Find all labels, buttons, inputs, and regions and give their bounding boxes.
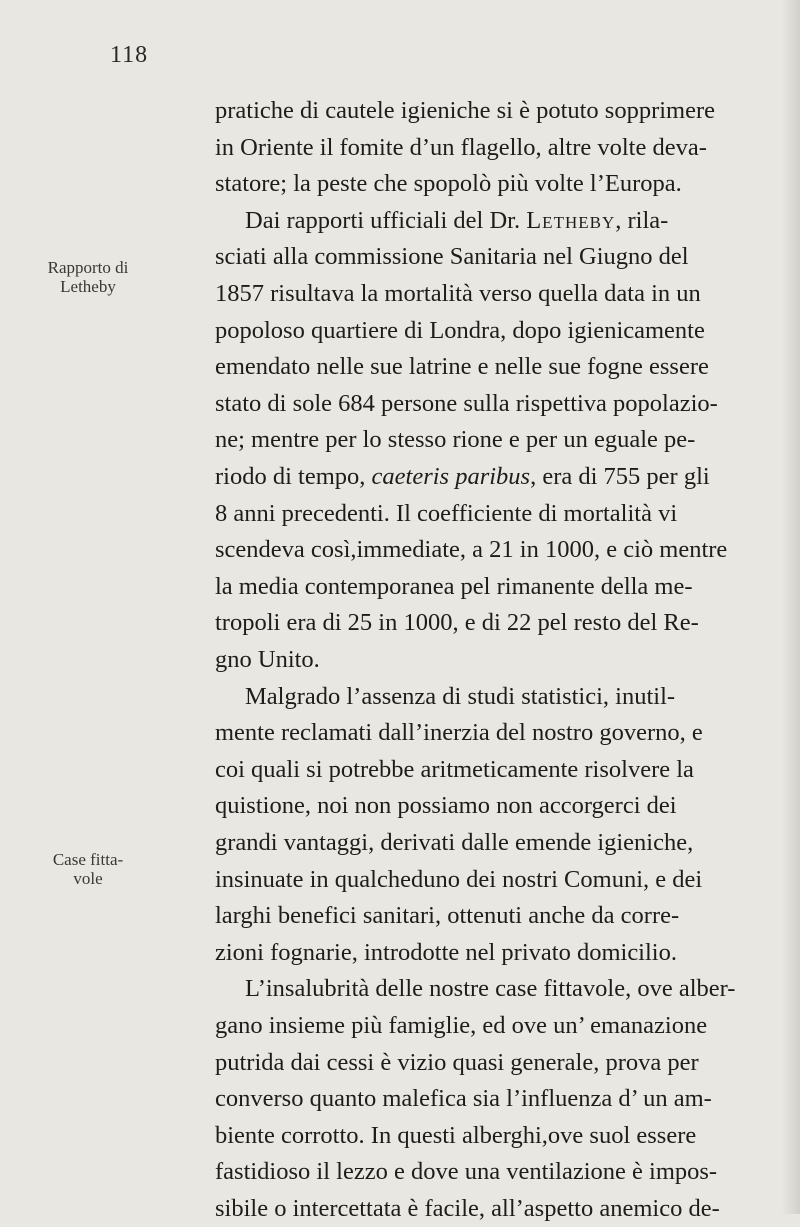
text-line: gano insieme più famiglie, ed ove un’ emanazione <box>215 1012 708 1039</box>
text-line: Dai rapporti ufficiali del Dr. Letheby, rila- <box>245 206 669 234</box>
text-line: grandi vantaggi, derivati dalle emende igieniche, <box>215 829 694 856</box>
text-line: gno Unito. <box>215 646 320 673</box>
text-line: 1857 risultava la mortalità verso quella data in un <box>215 280 701 307</box>
margin-note <box>26 258 150 296</box>
text-line: in Oriente il fomite d’un flagello, altre volte deva- <box>215 133 707 161</box>
text-line: coi quali si potrebbe aritmeticamente risolvere la <box>215 755 694 783</box>
text-line: scendeva così,immediate, a 21 in 1000, e ciò mentre <box>215 536 728 564</box>
text-line: sibile o intercettata è facile, all’aspetto anemico de- <box>215 1195 720 1222</box>
text-line: popoloso quartiere di Londra, dopo igienicamente <box>215 316 705 344</box>
margin-note-line: Case fitta- <box>52 850 124 869</box>
margin-note-line: vole <box>73 869 103 888</box>
text-line: sciati alla commissione Sanitaria nel Giugno del <box>215 243 689 271</box>
text-line: la media contemporanea pel rimanente della me- <box>215 572 693 600</box>
text-line: putrida dai cessi è vizio quasi generale, prova per <box>215 1048 699 1076</box>
text-line: tropoli era di 25 in 1000, e di 22 pel resto del Re- <box>215 609 699 637</box>
text-line: biente corrotto. In questi alberghi,ove suol essere <box>215 1121 697 1149</box>
margin-note <box>26 850 150 888</box>
text-line: pratiche di cautele igieniche si è potuto sopprimere <box>215 97 716 124</box>
text-line: mente reclamati dall’inerzia del nostro governo, e <box>215 719 703 747</box>
text-line: stato di sole 684 persone sulla rispettiva popolazio- <box>215 389 718 417</box>
page-number: 118 <box>110 42 149 68</box>
text-line: larghi benefici sanitari, ottenuti anche da corre- <box>215 902 680 930</box>
text-line: fastidioso il lezzo e dove una ventilazione è impos- <box>215 1158 718 1186</box>
text-line: riodo di tempo, caeteris paribus, era di 755 per gli <box>215 463 710 490</box>
margin-note-line: Rapporto di <box>47 258 129 277</box>
text-line: zioni fognarie, introdotte nel privato domicilio. <box>215 938 677 966</box>
text-line: quistione, noi non possiamo non accorgerci dei <box>215 792 677 820</box>
text-line: emendato nelle sue latrine e nelle sue fogne essere <box>215 353 709 381</box>
text-line: L’insalubrità delle nostre case fittavole, ove alber- <box>245 975 736 1003</box>
text-line: statore; la peste che spopolò più volte l’Europa. <box>215 170 682 198</box>
margin-note-line: Letheby <box>60 277 116 296</box>
text-line: Malgrado l’assenza di studi statistici, inutil- <box>245 682 676 710</box>
text-line: insinuate in qualcheduno dei nostri Comuni, e dei <box>215 865 703 893</box>
text-line: 8 anni precedenti. Il coefficiente di mortalità vi <box>215 499 678 527</box>
text-line: converso quanto malefica sia l’influenza d’ un am- <box>215 1085 712 1113</box>
text-line: ne; mentre per lo stesso rione e per un eguale pe- <box>215 426 696 454</box>
